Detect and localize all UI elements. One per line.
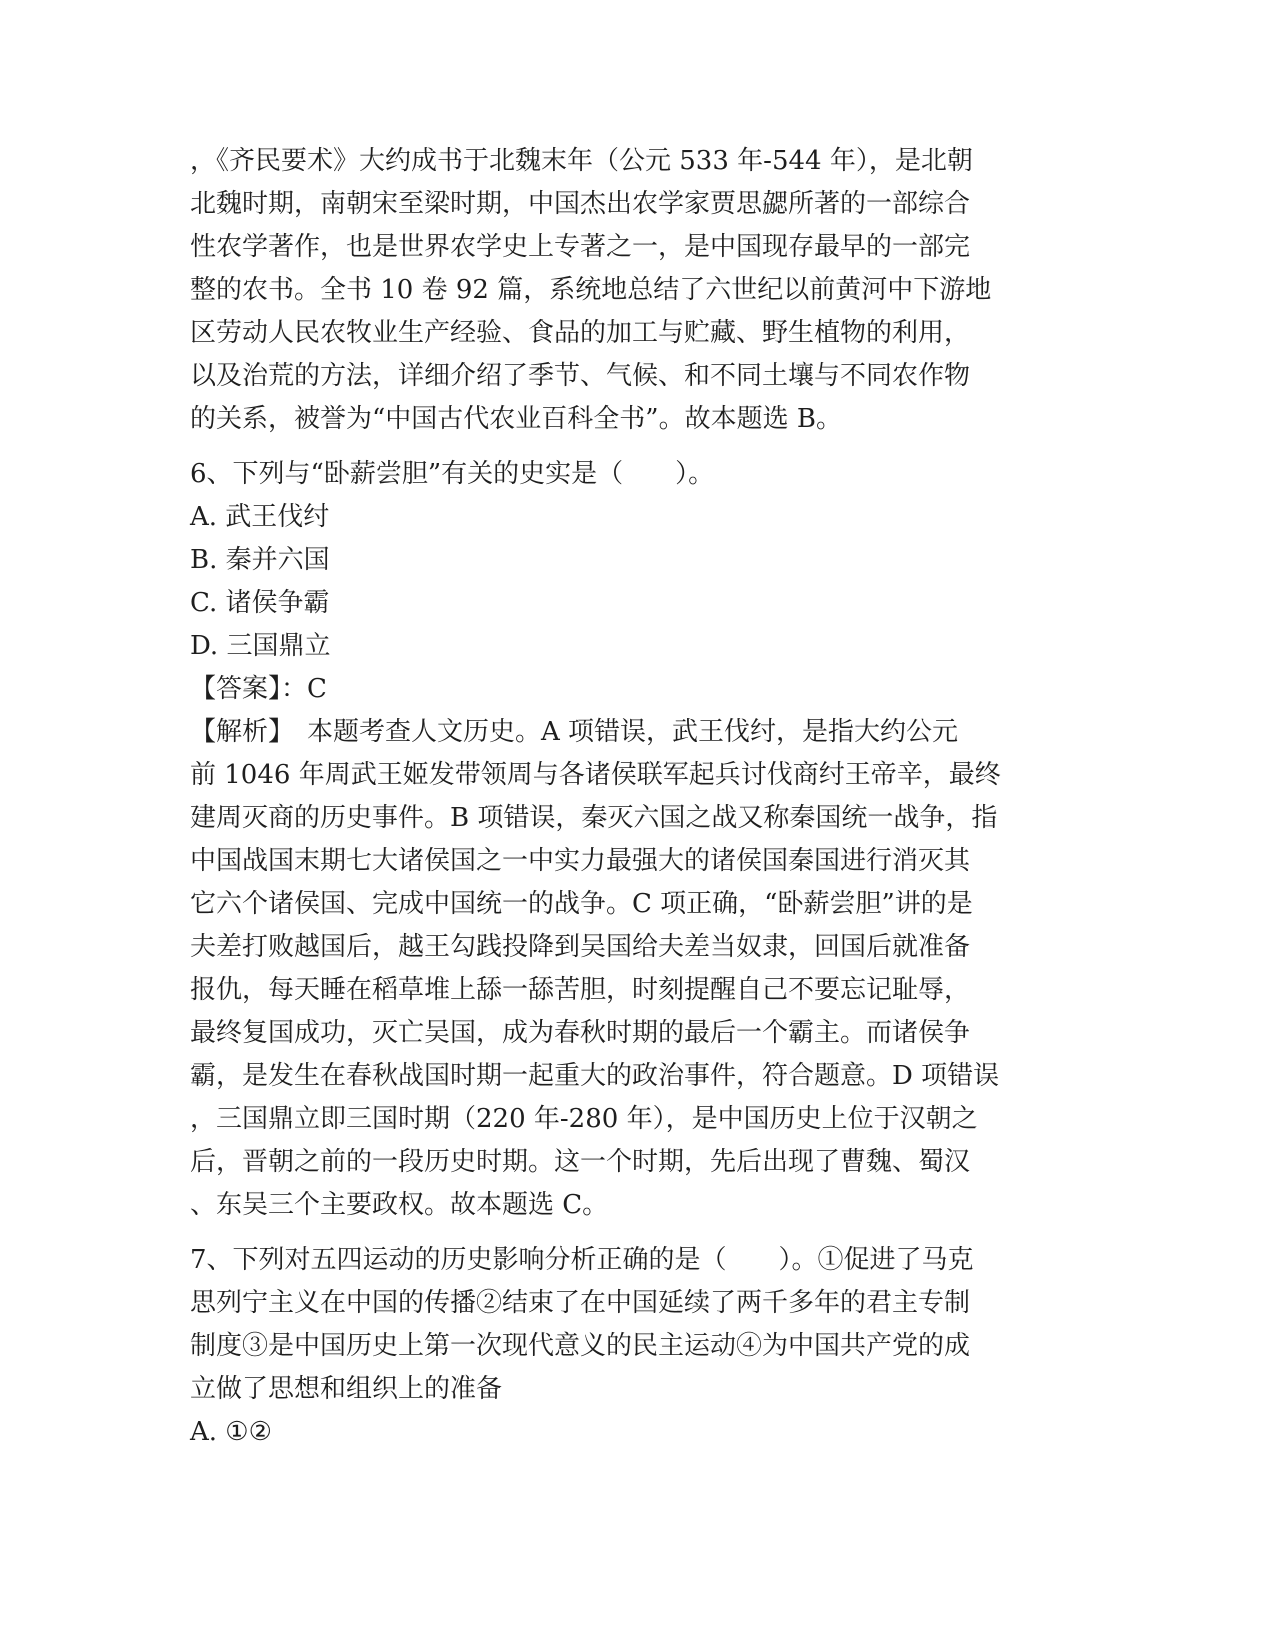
option-a: A. ①② [190,1417,272,1447]
document-page [190,140,1090,1454]
text-line: ，三国鼎立即三国时期（220 年-280 年），是中国历史上位于汉朝之 [190,1104,978,1134]
text-line: 报仇，每天睡在稻草堆上舔一舔苦胆，时刻提醒自己不要忘记耻辱， [190,975,971,1005]
explanation [190,711,1090,1227]
text-line: 、东吴三个主要政权。故本题选 C。 [190,1190,609,1220]
option-a: A. 武王伐纣 [190,502,330,532]
option-b: B. 秦并六国 [190,545,330,575]
text-line: 性农学著作，也是世界农学史上专著之一，是中国现存最早的一部完 [190,232,971,262]
option-d: D. 三国鼎立 [190,631,331,661]
question-stem: 7、下列对五四运动的历史影响分析正确的是（ ）。①促进了马克 [190,1245,974,1275]
text-line: 北魏时期，南朝宋至梁时期，中国杰出农学家贾思勰所著的一部综合 [190,189,971,219]
question-stem: 立做了思想和组织上的准备 [190,1374,503,1404]
text-line: 的关系，被誉为“中国古代农业百科全书”。故本题选 B。 [190,404,842,434]
option-c: C. 诸侯争霸 [190,588,330,618]
text-line: 建周灭商的历史事件。B 项错误，秦灭六国之战又称秦国统一战争，指 [190,803,998,833]
paragraph-gap [190,441,1090,453]
text-line: 以及治荒的方法，详细介绍了季节、气候、和不同土壤与不同农作物 [190,361,971,391]
answer-line: 【答案】：C [190,674,327,704]
text-line: ，《齐民要术》大约成书于北魏末年（公元 533 年-544 年），是北朝 [190,146,973,176]
paragraph-gap [190,1227,1090,1239]
question-stem: 思列宁主义在中国的传播②结束了在中国延续了两千多年的君主专制 [190,1288,971,1318]
text-line: 最终复国成功，灭亡吴国，成为春秋时期的最后一个霸主。而诸侯争 [190,1018,971,1048]
text-line: 【解析】 本题考查人文历史。A 项错误，武王伐纣，是指大约公元 [190,717,959,747]
text-line: 它六个诸侯国、完成中国统一的战争。C 项正确，“卧薪尝胆”讲的是 [190,889,973,919]
previous-explanation-continuation [190,140,1090,441]
text-line: 后，晋朝之前的一段历史时期。这一个时期，先后出现了曹魏、蜀汉 [190,1147,971,1177]
text-line: 前 1046 年周武王姬发带领周与各诸侯联军起兵讨伐商纣王帝辛，最终 [190,760,1001,790]
text-line: 整的农书。全书 10 卷 92 篇，系统地总结了六世纪以前黄河中下游地 [190,275,992,305]
text-line: 夫差打败越国后，越王勾践投降到吴国给夫差当奴隶，回国后就准备 [190,932,971,962]
question-7 [190,1239,1090,1454]
question-stem: 制度③是中国历史上第一次现代意义的民主运动④为中国共产党的成 [190,1331,971,1361]
text-line: 中国战国末期七大诸侯国之一中实力最强大的诸侯国秦国进行消灭其 [190,846,971,876]
question-6 [190,453,1090,1227]
text-line: 区劳动人民农牧业生产经验、食品的加工与贮藏、野生植物的利用， [190,318,971,348]
text-line: 霸，是发生在春秋战国时期一起重大的政治事件，符合题意。D 项错误 [190,1061,1000,1091]
question-stem: 6、下列与“卧薪尝胆”有关的史实是（ ）。 [190,459,715,489]
